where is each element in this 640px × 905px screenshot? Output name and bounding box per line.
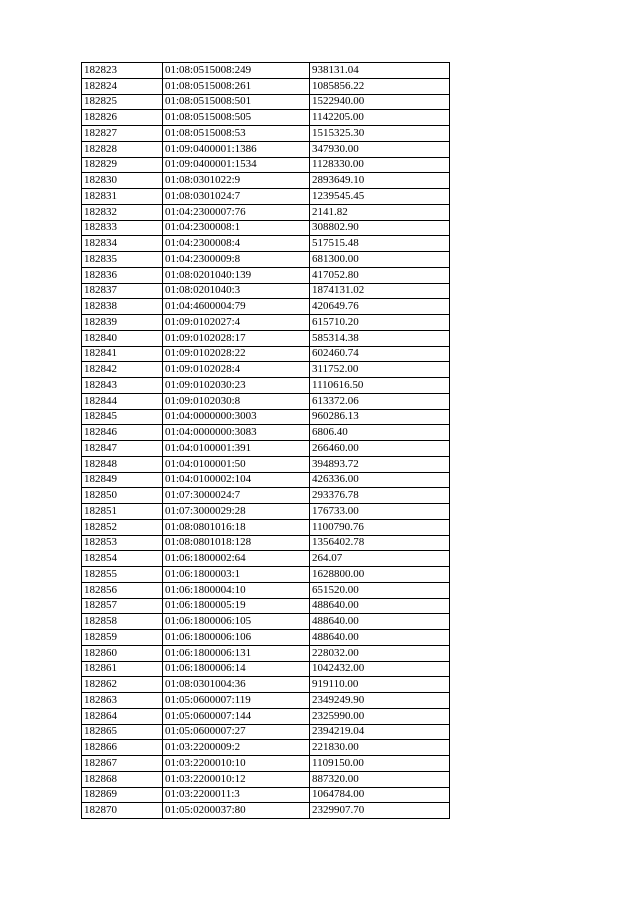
row-number-cell: 182870 (82, 803, 163, 819)
value-cell: 293376.78 (310, 488, 450, 504)
cadastral-number-cell: 01:06:1800006:131 (163, 645, 310, 661)
cadastral-number-cell: 01:04:4600004:79 (163, 299, 310, 315)
row-number-cell: 182849 (82, 472, 163, 488)
table-row (82, 94, 450, 110)
table-row (82, 173, 450, 189)
table-row (82, 378, 450, 394)
table-row (82, 661, 450, 677)
row-number-cell: 182848 (82, 456, 163, 472)
row-number-cell: 182833 (82, 220, 163, 236)
row-number-cell: 182838 (82, 299, 163, 315)
cadastral-number-cell: 01:08:0301022:9 (163, 173, 310, 189)
cadastral-number-cell: 01:07:3000024:7 (163, 488, 310, 504)
row-number-cell: 182861 (82, 661, 163, 677)
cadastral-number-cell: 01:08:0801016:18 (163, 519, 310, 535)
table-row (82, 425, 450, 441)
cadastral-number-cell: 01:08:0301024:7 (163, 189, 310, 205)
value-cell: 938131.04 (310, 63, 450, 79)
value-cell: 221830.00 (310, 740, 450, 756)
table-row (82, 283, 450, 299)
value-cell: 2325990.00 (310, 708, 450, 724)
row-number-cell: 182852 (82, 519, 163, 535)
value-cell: 602460.74 (310, 346, 450, 362)
cadastral-number-cell: 01:04:0100001:391 (163, 441, 310, 457)
cadastral-number-cell: 01:05:0600007:27 (163, 724, 310, 740)
value-cell: 1085856.22 (310, 78, 450, 94)
cadastral-number-cell: 01:08:0515008:261 (163, 78, 310, 94)
table-row (82, 472, 450, 488)
table-row (82, 220, 450, 236)
cadastral-number-cell: 01:04:2300007:76 (163, 204, 310, 220)
cadastral-number-cell: 01:03:2200010:10 (163, 756, 310, 772)
value-cell: 488640.00 (310, 614, 450, 630)
row-number-cell: 182847 (82, 441, 163, 457)
row-number-cell: 182839 (82, 315, 163, 331)
table-row (82, 393, 450, 409)
cadastral-number-cell: 01:05:0600007:144 (163, 708, 310, 724)
table-row (82, 299, 450, 315)
value-cell: 228032.00 (310, 645, 450, 661)
cadastral-number-cell: 01:07:3000029:28 (163, 504, 310, 520)
table-row (82, 346, 450, 362)
table-row (82, 614, 450, 630)
value-cell: 264.07 (310, 551, 450, 567)
row-number-cell: 182867 (82, 756, 163, 772)
cadastral-number-cell: 01:08:0201040:139 (163, 267, 310, 283)
row-number-cell: 182836 (82, 267, 163, 283)
row-number-cell: 182832 (82, 204, 163, 220)
row-number-cell: 182827 (82, 126, 163, 142)
table-row (82, 724, 450, 740)
row-number-cell: 182824 (82, 78, 163, 94)
row-number-cell: 182854 (82, 551, 163, 567)
row-number-cell: 182860 (82, 645, 163, 661)
row-number-cell: 182865 (82, 724, 163, 740)
row-number-cell: 182826 (82, 110, 163, 126)
value-cell: 1110616.50 (310, 378, 450, 394)
row-number-cell: 182850 (82, 488, 163, 504)
value-cell: 1515325.30 (310, 126, 450, 142)
value-cell: 585314.38 (310, 330, 450, 346)
table-body (82, 63, 450, 819)
row-number-cell: 182857 (82, 598, 163, 614)
value-cell: 1109150.00 (310, 756, 450, 772)
row-number-cell: 182856 (82, 582, 163, 598)
cadastral-number-cell: 01:09:0102028:17 (163, 330, 310, 346)
cadastral-number-cell: 01:08:0515008:53 (163, 126, 310, 142)
cadastral-number-cell: 01:09:0400001:1534 (163, 157, 310, 173)
cadastral-number-cell: 01:04:2300008:1 (163, 220, 310, 236)
value-cell: 1239545.45 (310, 189, 450, 205)
table-row (82, 582, 450, 598)
value-cell: 613372.06 (310, 393, 450, 409)
table-row (82, 78, 450, 94)
cadastral-number-cell: 01:08:0201040:3 (163, 283, 310, 299)
table-row (82, 126, 450, 142)
table-row (82, 803, 450, 819)
row-number-cell: 182841 (82, 346, 163, 362)
table-row (82, 362, 450, 378)
row-number-cell: 182823 (82, 63, 163, 79)
value-cell: 1142205.00 (310, 110, 450, 126)
row-number-cell: 182862 (82, 677, 163, 693)
table-row (82, 551, 450, 567)
table-row (82, 756, 450, 772)
cadastral-number-cell: 01:06:1800006:105 (163, 614, 310, 630)
cadastral-number-cell: 01:06:1800006:106 (163, 630, 310, 646)
table-row (82, 645, 450, 661)
table-row (82, 488, 450, 504)
cadastral-number-cell: 01:09:0102028:22 (163, 346, 310, 362)
cadastral-number-cell: 01:05:0200037:80 (163, 803, 310, 819)
value-cell: 2329907.70 (310, 803, 450, 819)
value-cell: 6806.40 (310, 425, 450, 441)
cadastral-number-cell: 01:03:2200009:2 (163, 740, 310, 756)
row-number-cell: 182831 (82, 189, 163, 205)
value-cell: 426336.00 (310, 472, 450, 488)
row-number-cell: 182855 (82, 567, 163, 583)
table-row (82, 535, 450, 551)
cadastral-value-table (81, 62, 450, 819)
row-number-cell: 182843 (82, 378, 163, 394)
row-number-cell: 182845 (82, 409, 163, 425)
value-cell: 488640.00 (310, 630, 450, 646)
table-row (82, 63, 450, 79)
value-cell: 1522940.00 (310, 94, 450, 110)
cadastral-number-cell: 01:06:1800004:10 (163, 582, 310, 598)
table-row (82, 441, 450, 457)
cadastral-number-cell: 01:04:2300009:8 (163, 252, 310, 268)
value-cell: 347930.00 (310, 141, 450, 157)
table-row (82, 567, 450, 583)
cadastral-number-cell: 01:08:0515008:501 (163, 94, 310, 110)
cadastral-number-cell: 01:04:0100002:104 (163, 472, 310, 488)
row-number-cell: 182837 (82, 283, 163, 299)
cadastral-number-cell: 01:03:2200010:12 (163, 771, 310, 787)
cadastral-number-cell: 01:04:0000000:3003 (163, 409, 310, 425)
cadastral-number-cell: 01:06:1800005:19 (163, 598, 310, 614)
table-row (82, 252, 450, 268)
value-cell: 311752.00 (310, 362, 450, 378)
row-number-cell: 182828 (82, 141, 163, 157)
row-number-cell: 182842 (82, 362, 163, 378)
table-row (82, 141, 450, 157)
table-row (82, 157, 450, 173)
value-cell: 887320.00 (310, 771, 450, 787)
value-cell: 2394219.04 (310, 724, 450, 740)
value-cell: 1100790.76 (310, 519, 450, 535)
row-number-cell: 182851 (82, 504, 163, 520)
cadastral-number-cell: 01:08:0515008:505 (163, 110, 310, 126)
table-row (82, 204, 450, 220)
cadastral-number-cell: 01:08:0301004:36 (163, 677, 310, 693)
value-cell: 1064784.00 (310, 787, 450, 803)
table-row (82, 189, 450, 205)
row-number-cell: 182835 (82, 252, 163, 268)
value-cell: 308802.90 (310, 220, 450, 236)
row-number-cell: 182863 (82, 693, 163, 709)
row-number-cell: 182869 (82, 787, 163, 803)
row-number-cell: 182846 (82, 425, 163, 441)
value-cell: 2141.82 (310, 204, 450, 220)
value-cell: 420649.76 (310, 299, 450, 315)
value-cell: 615710.20 (310, 315, 450, 331)
value-cell: 1874131.02 (310, 283, 450, 299)
value-cell: 517515.48 (310, 236, 450, 252)
row-number-cell: 182830 (82, 173, 163, 189)
value-cell: 176733.00 (310, 504, 450, 520)
cadastral-number-cell: 01:03:2200011:3 (163, 787, 310, 803)
cadastral-number-cell: 01:09:0102030:8 (163, 393, 310, 409)
row-number-cell: 182853 (82, 535, 163, 551)
table-row (82, 771, 450, 787)
row-number-cell: 182840 (82, 330, 163, 346)
row-number-cell: 182866 (82, 740, 163, 756)
cadastral-number-cell: 01:04:2300008:4 (163, 236, 310, 252)
table-row (82, 519, 450, 535)
value-cell: 1042432.00 (310, 661, 450, 677)
cadastral-number-cell: 01:08:0801018:128 (163, 535, 310, 551)
cadastral-number-cell: 01:09:0400001:1386 (163, 141, 310, 157)
value-cell: 1356402.78 (310, 535, 450, 551)
cadastral-number-cell: 01:04:0100001:50 (163, 456, 310, 472)
table-row (82, 330, 450, 346)
value-cell: 2349249.90 (310, 693, 450, 709)
table-row (82, 110, 450, 126)
table-row (82, 409, 450, 425)
cadastral-number-cell: 01:09:0102028:4 (163, 362, 310, 378)
value-cell: 266460.00 (310, 441, 450, 457)
table-row (82, 598, 450, 614)
row-number-cell: 182834 (82, 236, 163, 252)
table-row (82, 504, 450, 520)
cadastral-number-cell: 01:09:0102027:4 (163, 315, 310, 331)
table-row (82, 267, 450, 283)
table-row (82, 740, 450, 756)
value-cell: 1628800.00 (310, 567, 450, 583)
cadastral-number-cell: 01:06:1800002:64 (163, 551, 310, 567)
row-number-cell: 182829 (82, 157, 163, 173)
table-row (82, 630, 450, 646)
cadastral-number-cell: 01:09:0102030:23 (163, 378, 310, 394)
value-cell: 651520.00 (310, 582, 450, 598)
cadastral-number-cell: 01:06:1800003:1 (163, 567, 310, 583)
cadastral-number-cell: 01:05:0600007:119 (163, 693, 310, 709)
value-cell: 488640.00 (310, 598, 450, 614)
value-cell: 919110.00 (310, 677, 450, 693)
table-row (82, 456, 450, 472)
value-cell: 394893.72 (310, 456, 450, 472)
row-number-cell: 182858 (82, 614, 163, 630)
value-cell: 2893649.10 (310, 173, 450, 189)
row-number-cell: 182868 (82, 771, 163, 787)
value-cell: 417052.80 (310, 267, 450, 283)
table-row (82, 677, 450, 693)
row-number-cell: 182859 (82, 630, 163, 646)
value-cell: 960286.13 (310, 409, 450, 425)
table-row (82, 708, 450, 724)
value-cell: 1128330.00 (310, 157, 450, 173)
row-number-cell: 182825 (82, 94, 163, 110)
row-number-cell: 182864 (82, 708, 163, 724)
table-row (82, 787, 450, 803)
table-row (82, 693, 450, 709)
cadastral-number-cell: 01:08:0515008:249 (163, 63, 310, 79)
row-number-cell: 182844 (82, 393, 163, 409)
value-cell: 681300.00 (310, 252, 450, 268)
cadastral-number-cell: 01:04:0000000:3083 (163, 425, 310, 441)
table-row (82, 315, 450, 331)
table-row (82, 236, 450, 252)
cadastral-number-cell: 01:06:1800006:14 (163, 661, 310, 677)
